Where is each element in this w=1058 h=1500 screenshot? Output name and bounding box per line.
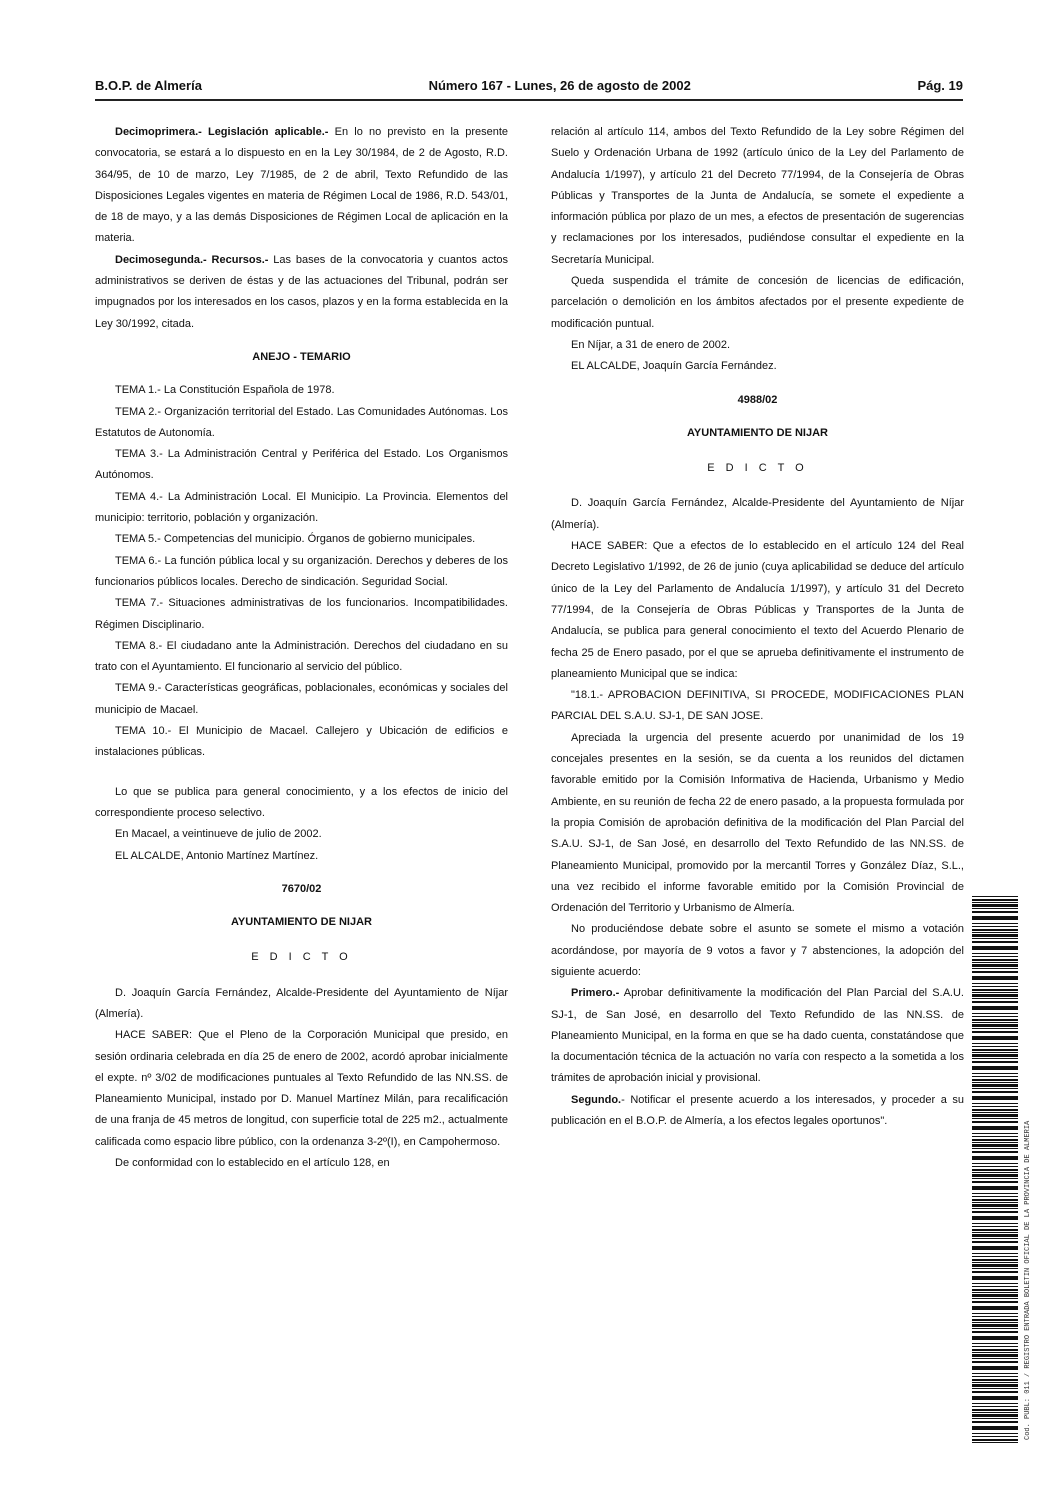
barcode-bar (972, 1426, 1018, 1430)
paragraph-text: TEMA 3.- La Administración Central y Periférica del Estado. Los Organismos Autónomos. (95, 448, 508, 482)
barcode-bar (972, 932, 1018, 933)
barcode-bar (972, 1246, 1018, 1250)
paragraph (95, 487, 508, 530)
barcode-bar (972, 1013, 1018, 1014)
barcode-bar (972, 899, 1018, 901)
barcode-bar (972, 1144, 1018, 1147)
barcode-bar (972, 976, 1018, 980)
barcode-bar (972, 1358, 1018, 1359)
page-header (95, 74, 963, 96)
barcode-bar (972, 1142, 1018, 1143)
paragraph-text: Lo que se publica para general conocimiento, y a los efectos de inicio del correspondiente proceso selectivo. (95, 785, 508, 819)
paragraph-text: De conformidad con lo establecido en el artículo 128, en (115, 1157, 390, 1170)
barcode-bar (972, 1178, 1018, 1179)
barcode-bar (972, 1324, 1018, 1327)
barcode-bar (972, 1216, 1018, 1220)
barcode-bar (972, 1202, 1018, 1203)
barcode-bar (972, 1163, 1018, 1164)
barcode-bar (972, 1376, 1018, 1377)
paragraph (551, 983, 964, 1089)
barcode-bar (972, 1133, 1018, 1134)
paragraph-text: - Notificar el presente acuerdo a los interesados, y proceder a su publicación en el B.O.P. de Almería, a los efectos legales oportunos". (551, 1093, 964, 1128)
paragraph-text: D. Joaquín García Fernández, Alcalde-Presidente del Ayuntamiento de Níjar (Almería). (551, 497, 964, 531)
edict-title: E D I C T O (707, 462, 808, 475)
barcode-bar (972, 992, 1018, 993)
barcode-bar (972, 1322, 1018, 1323)
barcode-bar (972, 1066, 1018, 1070)
barcode-bar (972, 923, 1018, 924)
barcode-bar (972, 971, 1018, 973)
paragraph-text: TEMA 4.- La Administración Local. El Municipio. La Provincia. Elementos del municipio: territorio, población y organización. (95, 490, 508, 525)
barcode-bar (972, 1088, 1018, 1089)
barcode-bar (972, 1259, 1018, 1261)
barcode-bar (972, 964, 1018, 967)
barcode-bar (972, 911, 1018, 913)
barcode-bar (972, 1439, 1018, 1441)
barcode-bar (972, 1229, 1018, 1231)
barcode-bar (972, 1391, 1018, 1393)
barcode-bar (972, 1349, 1018, 1351)
barcode-bar (972, 983, 1018, 984)
paragraph-text: Las bases de la convocatoria y cuantos actos administrativos se deriven de éstas y de las actuaciones del Tribunal, podrán ser impugnados por los interesados en los casos, plazos y en la forma establecida en la Ley 30/1992, citada. (95, 253, 508, 330)
barcode-bar (972, 1052, 1018, 1053)
paragraph-text: TEMA 7.- Situaciones administrativas de los funcionarios. Incompatibilidades. Régimen Disciplinario. (95, 597, 508, 631)
barcode-bar (972, 1382, 1018, 1383)
barcode-bar (972, 1264, 1018, 1267)
barcode-bar (972, 1073, 1018, 1074)
barcode-bar (972, 1384, 1018, 1387)
barcode-bar (972, 1433, 1018, 1434)
barcode-bar (972, 934, 1018, 937)
paragraph (95, 1153, 508, 1174)
barcode-bar (972, 1084, 1018, 1087)
paragraph-text: HACE SABER: Que el Pleno de la Corporación Municipal que presido, en sesión ordinaria celebrada en día 25 de enero de 2002, acordó aprobar inicialmente el expte. nº 3/02 de modificaciones puntuales al Texto Refundido de las NN.SS. de Planeamiento Municipal, instado por D. Manuel Martínez Milán, para recalificación de una franja de 45 metros de longitud, con superficie total de 225 m2., actualmente calificada como espacio libre público, con la ordenanza 3-2º(I), en Campohermoso. (95, 1029, 508, 1148)
barcode-bar (972, 953, 1018, 954)
barcode-bar (972, 1174, 1018, 1177)
paragraph (95, 721, 508, 764)
paragraph-text: Queda suspendida el trámite de concesión de licencias de edificación, parcelación o demolición en los ámbitos afectados por el presente expediente de modificación puntual. (551, 275, 964, 330)
paragraph-text: En Níjar, a 31 de enero de 2002. (571, 338, 731, 351)
barcode-bar (972, 1193, 1018, 1194)
barcode-bar (972, 1396, 1018, 1400)
barcode-bar (972, 1346, 1018, 1347)
paragraph (95, 824, 508, 845)
header-publication: B.O.P. de Almería (95, 77, 202, 93)
barcode-bar (972, 1289, 1018, 1291)
barcode-bar (972, 1319, 1018, 1321)
barcode-bar (972, 1418, 1018, 1419)
barcode-bar (972, 1366, 1018, 1370)
reference-number: 7670/02 (281, 882, 322, 895)
barcode-bar (972, 1331, 1018, 1333)
paragraph (551, 1090, 964, 1133)
barcode-bar (972, 904, 1018, 907)
paragraph-lead: Decimoprimera.- Legislación aplicable.- (115, 126, 329, 138)
barcode-bar (972, 1211, 1018, 1213)
barcode-bar (972, 1043, 1018, 1044)
barcode-bar (972, 1276, 1018, 1280)
paragraph-text: TEMA 2.- Organización territorial del Estado. Las Comunidades Autónomas. Los Estatutos de Autonomía. (95, 405, 508, 439)
barcode-bar (972, 1268, 1018, 1269)
barcode-bar (972, 1361, 1018, 1363)
barcode-bar (972, 989, 1018, 991)
barcode-bar (972, 959, 1018, 961)
right-column (551, 122, 964, 1132)
barcode-bar (972, 1232, 1018, 1233)
paragraph-text: TEMA 5.- Competencias del municipio. Órganos de gobierno municipales. (115, 533, 476, 546)
barcode-bar (972, 1148, 1018, 1149)
barcode-bar (972, 1076, 1018, 1077)
barcode-bar (972, 1061, 1018, 1063)
barcode-bar (972, 1306, 1018, 1310)
paragraph-lead: Decimosegunda.- Recursos.- (115, 253, 269, 266)
barcode-bar (972, 1196, 1018, 1197)
barcode-bar (972, 1166, 1018, 1167)
barcode-bar (972, 1054, 1018, 1057)
paragraph (95, 122, 508, 250)
barcode-bar (972, 1036, 1018, 1040)
paragraph (95, 1025, 508, 1153)
barcode-image (972, 896, 1018, 1444)
paragraph (551, 122, 964, 271)
barcode-bar (972, 916, 1018, 920)
paragraph-text: Apreciada la urgencia del presente acuerdo por unanimidad de los 19 concejales presentes en la sesión, se da cuenta a los reunidos del dictamen favorable emitido por la Comisión Informativa de Hacienda, Urbanismo y Medio Ambiente, en su reunión de fecha 22 de enero pasado, a la propuesta formulada por la propia Comisión de aprobación definitiva de la modificación del Plan Parcial del S.A.U. SJ-1, de San José, en desarrollo del Texto Refundido de las NN.SS. de Planeamiento Municipal, promovido por la mercantil Torres y González Díaz, S.L., una vez recibido el informe favorable emitido por la Comisión Provincial de Ordenación del Territorio y Urbanismo de Almería. (551, 731, 964, 915)
left-column (95, 122, 508, 1174)
barcode-bar (972, 1028, 1018, 1029)
barcode-bar (972, 896, 1018, 897)
barcode-bar (972, 1109, 1018, 1111)
paragraph (551, 728, 964, 920)
paragraph-text: TEMA 10.- El Municipio de Macael. Callejero y Ubicación de edificios e instalaciones públicas. (95, 725, 508, 759)
paragraph-text: D. Joaquín García Fernández, Alcalde-Presidente del Ayuntamiento de Níjar (Almería). (95, 986, 508, 1020)
barcode-bar (972, 1421, 1018, 1423)
barcode-bar (972, 1256, 1018, 1257)
paragraph (95, 551, 508, 594)
barcode-bar (972, 1373, 1018, 1374)
barcode-bar (972, 968, 1018, 969)
paragraph-text: TEMA 1.- La Constitución Española de 1978. (115, 384, 335, 397)
barcode-bar (972, 1199, 1018, 1201)
paragraph (95, 593, 508, 636)
barcode-bar (972, 1271, 1018, 1273)
barcode-bar (972, 1234, 1018, 1237)
barcode-bar (972, 1262, 1018, 1263)
barcode-bar (972, 1181, 1018, 1183)
barcode-bar (972, 1403, 1018, 1404)
barcode-bar (972, 1186, 1018, 1190)
paragraph (95, 983, 508, 1026)
barcode-bar (972, 1238, 1018, 1239)
paragraph (551, 685, 964, 728)
barcode-bar (972, 1241, 1018, 1243)
barcode-bar (972, 929, 1018, 931)
barcode-bar (972, 1019, 1018, 1021)
barcode-bar (972, 1414, 1018, 1417)
paragraph (551, 335, 964, 356)
barcode-bar (972, 1046, 1018, 1047)
section-heading: AYUNTAMIENTO DE NIJAR (231, 916, 372, 929)
barcode-bar (972, 1298, 1018, 1299)
barcode-bar (972, 1442, 1018, 1443)
barcode-bar (972, 1226, 1018, 1227)
barcode-bar (972, 1121, 1018, 1123)
paragraph-text: En Macael, a veintinueve de julio de 2002. (115, 828, 322, 841)
paragraph (551, 356, 964, 377)
barcode-bar (972, 962, 1018, 963)
paragraph-text: EL ALCALDE, Joaquín García Fernández. (571, 360, 777, 373)
paragraph-text: No produciéndose debate sobre el asunto se somete el mismo a votación acordándose, por mayoría de 9 votos a favor y 7 abstenciones, la adopción del siguiente acuerdo: (551, 923, 964, 978)
barcode-bar (972, 1118, 1018, 1119)
paragraph (551, 493, 964, 536)
paragraph (95, 250, 508, 335)
paragraph-text: relación al artículo 114, ambos del Texto Refundido de la Ley sobre Régimen del Suelo y Ordenación Urbana de 1992 (artículo único de la Ley del Parlamento de Andalucía 1/1997), y artículo 21 del Decreto 77/1994, de la Consejería de Obras Públicas y Transportes de la Junta de Andalucía, se somete el expediente a información pública por plazo de un mes, a efectos de presentación de sugerencias y reclamaciones por los interesados, pudiéndose consultar el expediente en la Secretaría Municipal. (551, 126, 964, 266)
paragraph (95, 636, 508, 679)
paragraph (551, 536, 964, 685)
barcode-bar (972, 1292, 1018, 1293)
header-issue: Número 167 - Lunes, 26 de agosto de 2002 (428, 77, 691, 93)
barcode-bar (972, 1204, 1018, 1207)
barcode-bar (972, 1412, 1018, 1413)
barcode-bar (972, 1172, 1018, 1173)
barcode-bar (972, 1106, 1018, 1107)
paragraph-lead: Segundo. (571, 1093, 622, 1106)
barcode-bar (972, 1016, 1018, 1017)
edict-title: E D I C T O (251, 951, 352, 964)
barcode-bar (972, 1388, 1018, 1389)
barcode-bar (972, 1103, 1018, 1104)
barcode-bar (972, 941, 1018, 943)
barcode-bar (972, 1169, 1018, 1171)
barcode-bar (972, 1301, 1018, 1303)
paragraph (551, 271, 964, 335)
barcode-bar (972, 1091, 1018, 1093)
barcode-bar (972, 1001, 1018, 1003)
barcode-bar (972, 956, 1018, 957)
barcode-bar (972, 1022, 1018, 1023)
barcode-bar (972, 1343, 1018, 1344)
barcode-bar (972, 902, 1018, 903)
barcode-bar (972, 1112, 1018, 1113)
barcode-bar (972, 986, 1018, 987)
barcode-caption: Cod. PUBL: 011 / REGISTRO ENTRADA BOLETIN OFICIAL DE LA PROVINCIA DE ALMERIA (1024, 1120, 1032, 1440)
barcode-bar (972, 926, 1018, 927)
paragraph (95, 380, 508, 401)
barcode-bar (972, 1136, 1018, 1137)
section-heading: ANEJO - TEMARIO (252, 350, 351, 363)
barcode-bar (972, 1082, 1018, 1083)
barcode-bar (972, 1024, 1018, 1027)
barcode-bar (972, 1079, 1018, 1081)
barcode-bar (972, 1006, 1018, 1010)
paragraph-text: TEMA 8.- El ciudadano ante la Administración. Derechos del ciudadano en su trato con el Ayuntamiento. El funcionario al servicio del público. (95, 639, 508, 674)
paragraph-text: EL ALCALDE, Antonio Martínez Martínez. (115, 849, 319, 862)
paragraph-text: En lo no previsto en la presente convocatoria, se estará a lo dispuesto en en la Ley 30/1984, de 2 de Agosto, R.D. 364/95, de 10 de marzo, Ley 7/1985, de 2 de abril, Texto Refundido de las Disposiciones Legales vigentes en materia de Régimen Local de 1986, R.D. 543/01, de 18 de mayo, y a las demás Disposiciones de Régimen Local de aplicación en la materia. (95, 126, 509, 245)
barcode-bar (972, 1253, 1018, 1254)
barcode-bar (972, 994, 1018, 997)
barcode-bar (972, 1126, 1018, 1130)
paragraph-text: Aprobar definitivamente la modificación del Plan Parcial del S.A.U. SJ-1, de San José, en desarrollo del Texto Refundido de las NN.SS. de Planeamiento Municipal, en la forma en que se ha dado cuenta, constatándose que la documentación técnica de la actuación no varía con respecto a la sometida a los trámites de aprobación inicial y provisional. (551, 987, 964, 1085)
paragraph-text: "18.1.- APROBACION DEFINITIVA, SI PROCEDE, MODIFICACIONES PLAN PARCIAL DEL S.A.U. SJ-1, DE SAN JOSE. (551, 689, 964, 723)
paragraph-text: TEMA 9.- Características geográficas, poblacionales, económicas y sociales del municipio de Macael. (95, 682, 508, 716)
paragraph-text: TEMA 6.- La función pública local y su organización. Derechos y deberes de los funcionarios públicos locales. Derecho de sindicación. Seguridad Social. (95, 554, 508, 588)
paragraph-text: HACE SABER: Que a efectos de lo establecido en el artículo 124 del Real Decreto Legislativo 1/1992, de 26 de junio (cuya aplicabilidad se deduce del artículo único de la Ley del Parlamento de Andalucía 1/1997), y artículo 31 del Decreto 77/1994, de la Consejería de Obras Públicas y Transportes de la Junta de Andalucía, se publica para general conocimiento el texto del Acuerdo Plenario de fecha 25 de Enero pasado, por el que se aprueba definitivamente el instrumento de planeamiento Municipal que se indica: (551, 540, 964, 680)
header-rule (95, 99, 963, 101)
paragraph (95, 678, 508, 721)
paragraph (95, 444, 508, 487)
barcode-bar (972, 1436, 1018, 1437)
barcode-bar (972, 1379, 1018, 1381)
barcode-bar (972, 1409, 1018, 1411)
barcode-bar (972, 1294, 1018, 1297)
barcode-bar (972, 1049, 1018, 1051)
barcode-bar (972, 1031, 1018, 1033)
barcode-bar (972, 1286, 1018, 1287)
barcode-bar (972, 1058, 1018, 1059)
paragraph-lead: Primero.- (571, 987, 620, 1000)
barcode-bar (972, 1208, 1018, 1209)
barcode-bar (972, 1336, 1018, 1340)
barcode-bar (972, 1156, 1018, 1160)
barcode-bar (972, 1313, 1018, 1314)
paragraph (95, 529, 508, 550)
paragraph (95, 402, 508, 445)
barcode-bar (972, 1406, 1018, 1407)
header-page-number: Pág. 19 (917, 77, 963, 93)
barcode-bar (972, 1223, 1018, 1224)
barcode-bar (972, 1354, 1018, 1357)
barcode-bar (972, 1328, 1018, 1329)
barcode-bar (972, 1114, 1018, 1117)
barcode-bar (972, 946, 1018, 950)
reference-number: 4988/02 (737, 393, 778, 406)
barcode-bar (972, 1283, 1018, 1284)
barcode-bar (972, 1316, 1018, 1317)
paragraph (551, 919, 964, 983)
section-heading: AYUNTAMIENTO DE NIJAR (687, 426, 828, 439)
barcode-bar (972, 1151, 1018, 1153)
spacer (95, 764, 508, 782)
paragraph (95, 846, 508, 867)
barcode-bar (972, 938, 1018, 939)
barcode-bar (972, 908, 1018, 909)
barcode-bar (972, 1096, 1018, 1100)
barcode-bar (972, 1352, 1018, 1353)
barcode-bar (972, 998, 1018, 999)
paragraph (95, 782, 508, 825)
barcode-bar (972, 1139, 1018, 1141)
